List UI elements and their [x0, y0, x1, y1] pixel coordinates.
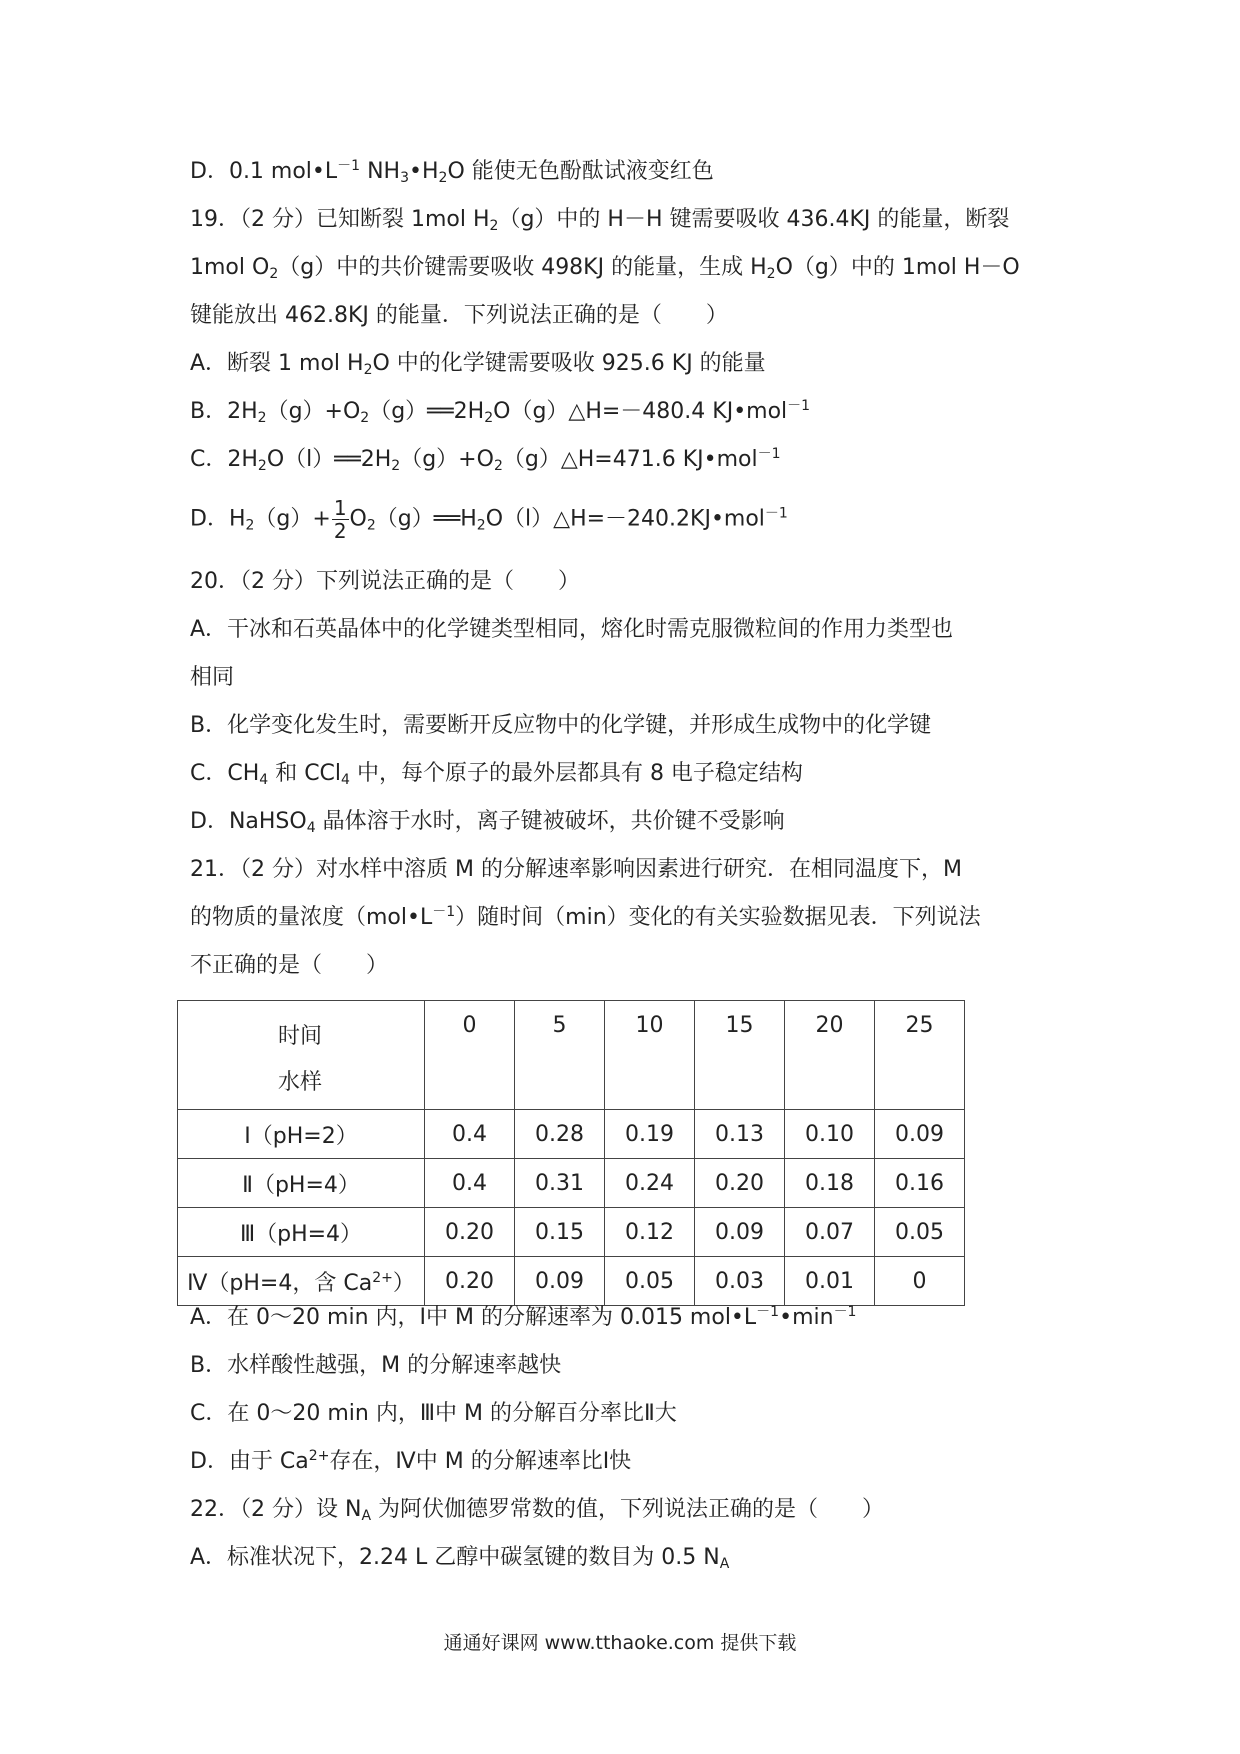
q20-stem: 20．（2 分）下列说法正确的是（ ） — [190, 569, 580, 594]
table-time-header: 20 — [785, 1001, 875, 1110]
table-cell: 0.16 — [875, 1159, 965, 1208]
table-cell: 0.09 — [875, 1110, 965, 1159]
table-cell: 0.24 — [605, 1159, 695, 1208]
q20-option-d: D．NaHSO$_4$ 晶体溶于水时，离子键被破坏，共价键不受影响 — [190, 809, 785, 836]
q21-option-a: A．在 0～20 min 内，Ⅰ中 M 的分解速率为 0.015 $mol•L^{-1}•\min^{-1}$ — [190, 1304, 857, 1330]
table-time-header: 5 — [515, 1001, 605, 1110]
table-cell: 0.01 — [785, 1257, 875, 1306]
table-cell: 0.09 — [515, 1257, 605, 1306]
table-cell: 0.05 — [875, 1208, 965, 1257]
header-time-label: 时间 — [278, 1024, 323, 1049]
q22-option-a: A．标准状况下，2.24 L 乙醇中碳氢键的数目为 0.5 $N_A$ — [190, 1545, 730, 1572]
q19-stem-line2: 1mol $O_2(g)$中的共价键需要吸收 498KJ 的能量，生成 $H_2O(g)$中的 1mol H－O — [190, 255, 1020, 282]
row-label: Ⅱ（pH=4） — [178, 1159, 425, 1208]
table-time-header: 25 — [875, 1001, 965, 1110]
q19-option-c: C．$2H_2O(l)══2H_2(g)+O_2(g)\triangle H=471.6$ KJ•mol$^{-1}$ — [190, 446, 781, 474]
q20-option-b: B．化学变化发生时，需要断开反应物中的化学键，并形成生成物中的化学键 — [190, 713, 932, 738]
q21-stem-line2: 的物质的量浓度$(mol•L^{-1})$随时间（min）变化的有关实验数据见表．下列说法 — [190, 904, 981, 930]
row-label: Ⅰ（pH=2） — [178, 1110, 425, 1159]
table-cell: 0.20 — [695, 1159, 785, 1208]
q19-stem-line3: 键能放出 462.8KJ 的能量．下列说法正确的是（ ） — [190, 303, 728, 328]
q21-option-d: D．由于 $Ca^{2+}$存在，Ⅳ中 M 的分解速率比Ⅰ快 — [190, 1448, 632, 1474]
q19-option-a: A．断裂 1 mol $H_2O$ 中的化学键需要吸收 925.6 KJ 的能量 — [190, 351, 766, 378]
table-cell: 0.15 — [515, 1208, 605, 1257]
table-cell: 0.31 — [515, 1159, 605, 1208]
table-cell: 0 — [875, 1257, 965, 1306]
row-label: Ⅳ（pH=4，含 $Ca^{2+}$） — [178, 1257, 425, 1306]
q21-stem-line1: 21．（2 分）对水样中溶质 M 的分解速率影响因素进行研究．在相同温度下，M — [190, 857, 962, 882]
q21-option-c: C．在 0～20 min 内，Ⅲ中 M 的分解百分率比Ⅱ大 — [190, 1401, 677, 1426]
table-cell: 0.28 — [515, 1110, 605, 1159]
table-cell: 0.05 — [605, 1257, 695, 1306]
q20-option-c: C．$CH_4$ 和 CCl$_4$ 中，每个原子的最外层都具有 8 电子稳定结构 — [190, 761, 803, 788]
table-cell: 0.10 — [785, 1110, 875, 1159]
q22-stem: 22．（2 分）设 $N_A$ 为阿伏伽德罗常数的值，下列说法正确的是（ ） — [190, 1497, 885, 1524]
table-cell: 0.4 — [425, 1110, 515, 1159]
table-corner-header — [178, 1001, 425, 1110]
table-cell: 0.18 — [785, 1159, 875, 1208]
q21-option-b: B．水样酸性越强，M 的分解速率越快 — [190, 1353, 562, 1378]
table-row — [178, 1159, 965, 1208]
table-time-header: 15 — [695, 1001, 785, 1110]
table-cell: 0.4 — [425, 1159, 515, 1208]
data-table — [177, 1000, 965, 1306]
q19-option-d: D．$H_2(g)+$ $\frac{1}{2}$ $O_2(g)══H_2O(l)\triangle H=-240.2KJ•mol^{-1}$ — [190, 496, 788, 543]
table-cell: 0.19 — [605, 1110, 695, 1159]
q20-option-a-line2: 相同 — [190, 665, 235, 690]
table-time-header: 0 — [425, 1001, 515, 1110]
table-cell: 0.07 — [785, 1208, 875, 1257]
table-row — [178, 1208, 965, 1257]
table-cell: 0.03 — [695, 1257, 785, 1306]
fraction-one-half: $\frac{1}{2}$ — [333, 496, 347, 543]
table-cell: 0.09 — [695, 1208, 785, 1257]
header-sample-label: 水样 — [278, 1070, 323, 1095]
table-header-row — [178, 1001, 965, 1110]
row-label: Ⅲ（pH=4） — [178, 1208, 425, 1257]
table-cell: 0.12 — [605, 1208, 695, 1257]
q19-option-b: B．$2H_2(g)+O_2(g)══2H_2O(g)\triangle H=-480.4$ KJ•mol$^{-1}$ — [190, 398, 811, 426]
q18-option-d: D．0.1 $mol•L^{-1}$ $NH_3•H_2O$ 能使无色酚酞试液变红色 — [190, 158, 714, 186]
table-cell: 0.13 — [695, 1110, 785, 1159]
table-cell: 0.20 — [425, 1208, 515, 1257]
table-row — [178, 1257, 965, 1306]
q21-stem-line3: 不正确的是（ ） — [190, 953, 389, 978]
q19-stem-line1: 19．（2 分）已知断裂 1mol $H_2(g)$中的 H－H 键需要吸收 436.4KJ 的能量，断裂 — [190, 207, 1010, 234]
table-row — [178, 1110, 965, 1159]
page-footer: 通通好课网 www.tthaoke.com 提供下载 — [443, 1632, 797, 1654]
table-time-header: 10 — [605, 1001, 695, 1110]
q20-option-a-line1: A．干冰和石英晶体中的化学键类型相同，熔化时需克服微粒间的作用力类型也 — [190, 617, 954, 642]
table-cell: 0.20 — [425, 1257, 515, 1306]
